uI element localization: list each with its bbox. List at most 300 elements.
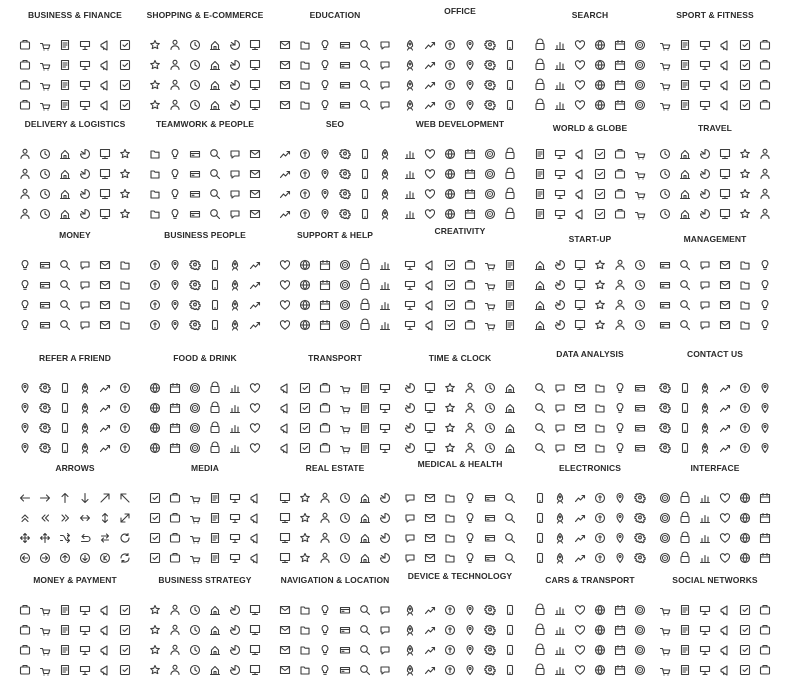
worker-icon [145,315,165,335]
clock-icon [400,75,420,95]
map-pin-icon [295,600,315,620]
design-icon [460,275,480,295]
businessman-icon [145,255,165,275]
goal-icon [245,315,265,335]
container-icon [55,204,75,224]
blackboard-icon [315,55,335,75]
like-icon [375,315,395,335]
route-icon [95,144,115,164]
dollar-sign-icon [15,275,35,295]
scooter-icon [355,398,375,418]
organization-icon [145,164,165,184]
strategy-board-icon [145,620,165,640]
podium-icon [530,315,550,335]
hashtag-icon [655,620,675,640]
bookmark-icon [675,660,695,680]
dollar-bag-icon [115,620,135,640]
sync-icon [755,548,775,568]
megaphone-icon [15,378,35,398]
money-icon [115,315,135,335]
money-exchange-icon [75,640,95,660]
settings-icon [400,144,420,164]
pyramid-icon [145,640,165,660]
house-money-icon [275,508,295,528]
cash-icon [55,620,75,640]
clock-icon [500,204,520,224]
sneakers-icon [715,75,735,95]
globe-icon [315,640,335,660]
stethoscope-icon [400,528,420,548]
tractor-icon [355,438,375,458]
icon-grid [145,255,265,335]
brush-icon [480,275,500,295]
lightbulb-icon [550,255,570,275]
fitness-icon [735,35,755,55]
chart-icon [225,315,245,335]
target-icon [115,55,135,75]
globe-icon [530,144,550,164]
mobile-pay-icon [95,660,115,680]
hourglass-icon [460,378,480,398]
pot-icon [165,378,185,398]
hospital-icon [440,528,460,548]
volume-icon [735,508,755,528]
molecule-icon [355,55,375,75]
map-icon [75,204,95,224]
magnifier-icon [400,315,420,335]
money-bag-icon [15,35,35,55]
expand-icon [115,508,135,528]
strategy-icon [205,204,225,224]
phone-icon [630,508,650,528]
gym-icon [695,55,715,75]
car-repair-icon [590,600,610,620]
medal-icon [675,75,695,95]
icon-grid [15,255,135,335]
headphones-icon [245,528,265,548]
parking-icon [295,418,315,438]
ice-cream-icon [245,438,265,458]
goal-icon [245,600,265,620]
user-icon [715,600,735,620]
shuffle-icon [55,528,75,548]
money-icon [55,418,75,438]
clock-check-icon [480,418,500,438]
repeat-icon [715,508,735,528]
presentation-icon [590,295,610,315]
pound-icon [95,275,115,295]
conference-icon [185,184,205,204]
distance-icon [355,660,375,680]
bar-chart-icon [570,378,590,398]
cable-icon [590,528,610,548]
category-title: MEDIA [191,463,219,473]
location-pin-icon [275,600,295,620]
backward-icon [695,488,715,508]
payment-terminal-icon [35,640,55,660]
globe-icon [315,75,335,95]
api-icon [460,204,480,224]
protein-icon [735,95,755,115]
growth-icon [75,315,95,335]
percent-icon [75,75,95,95]
gift-icon [165,55,185,75]
server-icon [440,600,460,620]
bus-stop-icon [375,438,395,458]
online-store-icon [165,95,185,115]
star-icon [755,660,775,680]
wallet-icon [245,75,265,95]
coffee-icon [205,398,225,418]
brightness-icon [675,528,695,548]
exchange-icon [35,295,55,315]
icon-grid [655,488,775,568]
dumbbell-icon [675,55,695,75]
achievement-icon [225,275,245,295]
presentation-icon [55,35,75,55]
store-icon [165,35,185,55]
destination-icon [375,640,395,660]
growth-icon [695,315,715,335]
timer-icon [440,378,460,398]
traffic-light-icon [315,418,335,438]
play-icon [245,488,265,508]
zoom-in-icon [735,528,755,548]
shopping-cart-icon [185,35,205,55]
user-group-icon [35,438,55,458]
delivery-truck-icon [145,55,165,75]
car-side-icon [630,640,650,660]
timer-icon [460,164,480,184]
chat-icon [225,488,245,508]
briefcase-icon [75,95,95,115]
location-pin-icon [15,144,35,164]
category-title: CONTACT US [686,349,744,359]
clock-alert-icon [420,438,440,458]
office-icon [295,528,315,548]
database-icon [610,418,630,438]
camera-icon [500,620,520,640]
category-title: REAL ESTATE [305,463,365,473]
map-icon [335,548,355,568]
thermometer-icon [400,548,420,568]
camera-icon [420,295,440,315]
ball-icon [695,95,715,115]
headphones-icon [610,508,630,528]
icon-grid [15,600,135,680]
chart-icon [715,275,735,295]
building-icon [275,488,295,508]
id-card-icon [655,438,675,458]
star-icon [115,438,135,458]
calendar-icon [735,418,755,438]
category-title: START-UP [568,234,612,244]
goal-icon [715,255,735,275]
bicycle-icon [655,75,675,95]
mobile-icon [500,600,520,620]
help-icon [315,255,335,275]
search-data-icon [590,75,610,95]
globe-time-icon [570,164,590,184]
gamepad-icon [570,508,590,528]
profile-icon [655,640,675,660]
pizza-icon [165,398,185,418]
website-icon [355,164,375,184]
calendar-icon [695,184,715,204]
lamp-icon [480,95,500,115]
contact-icon [715,398,735,418]
schedule-icon [755,275,775,295]
calendar-icon [500,378,520,398]
school-icon [375,35,395,55]
comment-icon [735,620,755,640]
flow-chart-icon [590,378,610,398]
gift-card-icon [245,55,265,75]
growth-icon [630,275,650,295]
fish-icon [145,418,165,438]
customer-service-icon [335,275,355,295]
bicycle-icon [15,204,35,224]
network-icon [550,164,570,184]
chevron-right-icon [55,508,75,528]
flag-icon [590,204,610,224]
category-title: DELIVERY & LOGISTICS [24,119,126,129]
time-chart-icon [440,438,460,458]
video-icon [755,620,775,640]
settings-icon [275,315,295,335]
discount-icon [185,55,205,75]
receipt-icon [95,95,115,115]
map-icon [275,620,295,640]
search-computer-icon [630,55,650,75]
laptop-icon [400,184,420,204]
wifi-icon [225,548,245,568]
credit-card-icon [95,75,115,95]
category-title: MONEY [59,230,91,240]
chart-icon [610,378,630,398]
eye-icon [420,315,440,335]
receipt-icon [15,660,35,680]
notebook-icon [295,55,315,75]
pan-icon [225,398,245,418]
music-icon [440,295,460,315]
time-settings-icon [420,418,440,438]
car-wrench-icon [530,660,550,680]
location-icon [315,378,335,398]
loop-icon [715,528,735,548]
category-title: SHOPPING & E-COMMERCE [146,10,264,20]
organization-icon [225,640,245,660]
document-search-icon [550,35,570,55]
double-up-icon [15,508,35,528]
target-icon [440,315,460,335]
search-icon [315,164,335,184]
sign-icon [335,528,355,548]
tram-icon [275,398,295,418]
laptop-icon [375,184,395,204]
icon-grid [655,255,775,335]
phone-icon [295,255,315,275]
strategy-icon [225,295,245,315]
coins-icon [15,620,35,640]
deadline-icon [480,398,500,418]
chat-icon [205,488,225,508]
hotel-icon [695,144,715,164]
plane-icon [35,164,55,184]
mobile-icon [530,528,550,548]
search-list-icon [590,35,610,55]
drop-icon [755,95,775,115]
signpost-icon [315,600,335,620]
pen-icon [630,378,650,398]
banknote-icon [95,620,115,640]
battery-icon [630,528,650,548]
health-shield-icon [420,528,440,548]
paper-clip-icon [460,75,480,95]
navigation-icon [375,600,395,620]
plug-icon [610,528,630,548]
weight-icon [715,55,735,75]
car-rent-icon [610,660,630,680]
clock-user-icon [480,438,500,458]
currency-icon [55,660,75,680]
search-money-icon [115,95,135,115]
headset-icon [500,35,520,55]
car-door-icon [570,620,590,640]
car-battery-icon [570,640,590,660]
blueprint-icon [335,508,355,528]
mobile-icon [695,398,715,418]
category-title: TRANSPORT [308,353,362,363]
notebook-icon [440,95,460,115]
message-icon [755,398,775,418]
compass-icon [570,204,590,224]
html-icon [500,164,520,184]
ship-icon [375,398,395,418]
soup-icon [205,438,225,458]
share-alt-icon [715,548,735,568]
group-icon [205,144,225,164]
success-icon [245,275,265,295]
briefcase-icon [35,35,55,55]
image-icon [145,488,165,508]
mail-icon [275,275,295,295]
clipboard-icon [315,275,335,295]
search-chart-icon [610,35,630,55]
globe-grid-icon [530,164,550,184]
category-title: SEO [325,119,345,129]
lifebuoy-icon [355,275,375,295]
tablet-icon [480,600,500,620]
globe-wifi-icon [550,184,570,204]
sunglasses-icon [675,144,695,164]
microscope-icon [440,548,460,568]
art-icon [440,275,460,295]
trophy-icon [550,275,570,295]
workout-icon [755,55,775,75]
sale-banner-icon [205,95,225,115]
report-icon [530,418,550,438]
file-cabinet-icon [420,35,440,55]
yoga-icon [735,75,755,95]
icon-grid [530,144,650,224]
compass-icon [355,600,375,620]
giftbox-icon [55,438,75,458]
rocket-launch-icon [590,255,610,275]
network-icon [225,184,245,204]
smartphone-icon [695,438,715,458]
up-down-icon [95,508,115,528]
apple-icon [165,418,185,438]
circle-left-icon [15,548,35,568]
category-title: SUPPORT & HELP [296,230,374,240]
remote-icon [590,548,610,568]
dollar-icon [95,640,115,660]
wallet-icon [75,55,95,75]
chevron-left-icon [35,508,55,528]
target-icon [295,184,315,204]
category-title: BUSINESS PEOPLE [164,230,246,240]
icon-grid [400,488,520,568]
pin-icon [315,620,335,640]
category-title: SPORT & FITNESS [676,10,754,20]
category-title: ELECTRONICS [558,463,622,473]
icon-grid [275,144,395,224]
document-icon [735,275,755,295]
pallet-icon [35,204,55,224]
tooth-icon [480,488,500,508]
trend-icon [570,418,590,438]
target-icon [145,600,165,620]
search-bug-icon [610,95,630,115]
phone-icon [15,438,35,458]
tag-icon [145,95,165,115]
question-icon [375,275,395,295]
photo-icon [715,660,735,680]
paper-plane-icon [570,255,590,275]
office-icon [755,438,775,458]
chip-icon [420,640,440,660]
presentation-icon [205,255,225,275]
workflow-icon [715,295,735,315]
chat-icon [675,378,695,398]
microphone-icon [165,548,185,568]
map-icon [610,204,630,224]
category-title: REFER A FRIEND [38,353,112,363]
magnifier-plus-icon [530,55,550,75]
clipboard-icon [400,508,420,528]
pills-icon [420,508,440,528]
mobile-icon [375,164,395,184]
globe-location-icon [590,144,610,164]
laptop-icon [755,315,775,335]
lightbulb-icon [35,418,55,438]
check-icon [15,418,35,438]
puzzle-icon [460,295,480,315]
settings-icon [675,255,695,275]
steering-icon [590,620,610,640]
scanner-icon [400,55,420,75]
world-icon [550,144,570,164]
time-zone-icon [400,438,420,458]
medicine-bottle-icon [460,508,480,528]
arrow-up-icon [55,488,75,508]
lightning-icon [530,275,550,295]
link-icon [295,164,315,184]
certificate-icon [275,95,295,115]
gift-icon [55,378,75,398]
fast-delivery-icon [115,144,135,164]
